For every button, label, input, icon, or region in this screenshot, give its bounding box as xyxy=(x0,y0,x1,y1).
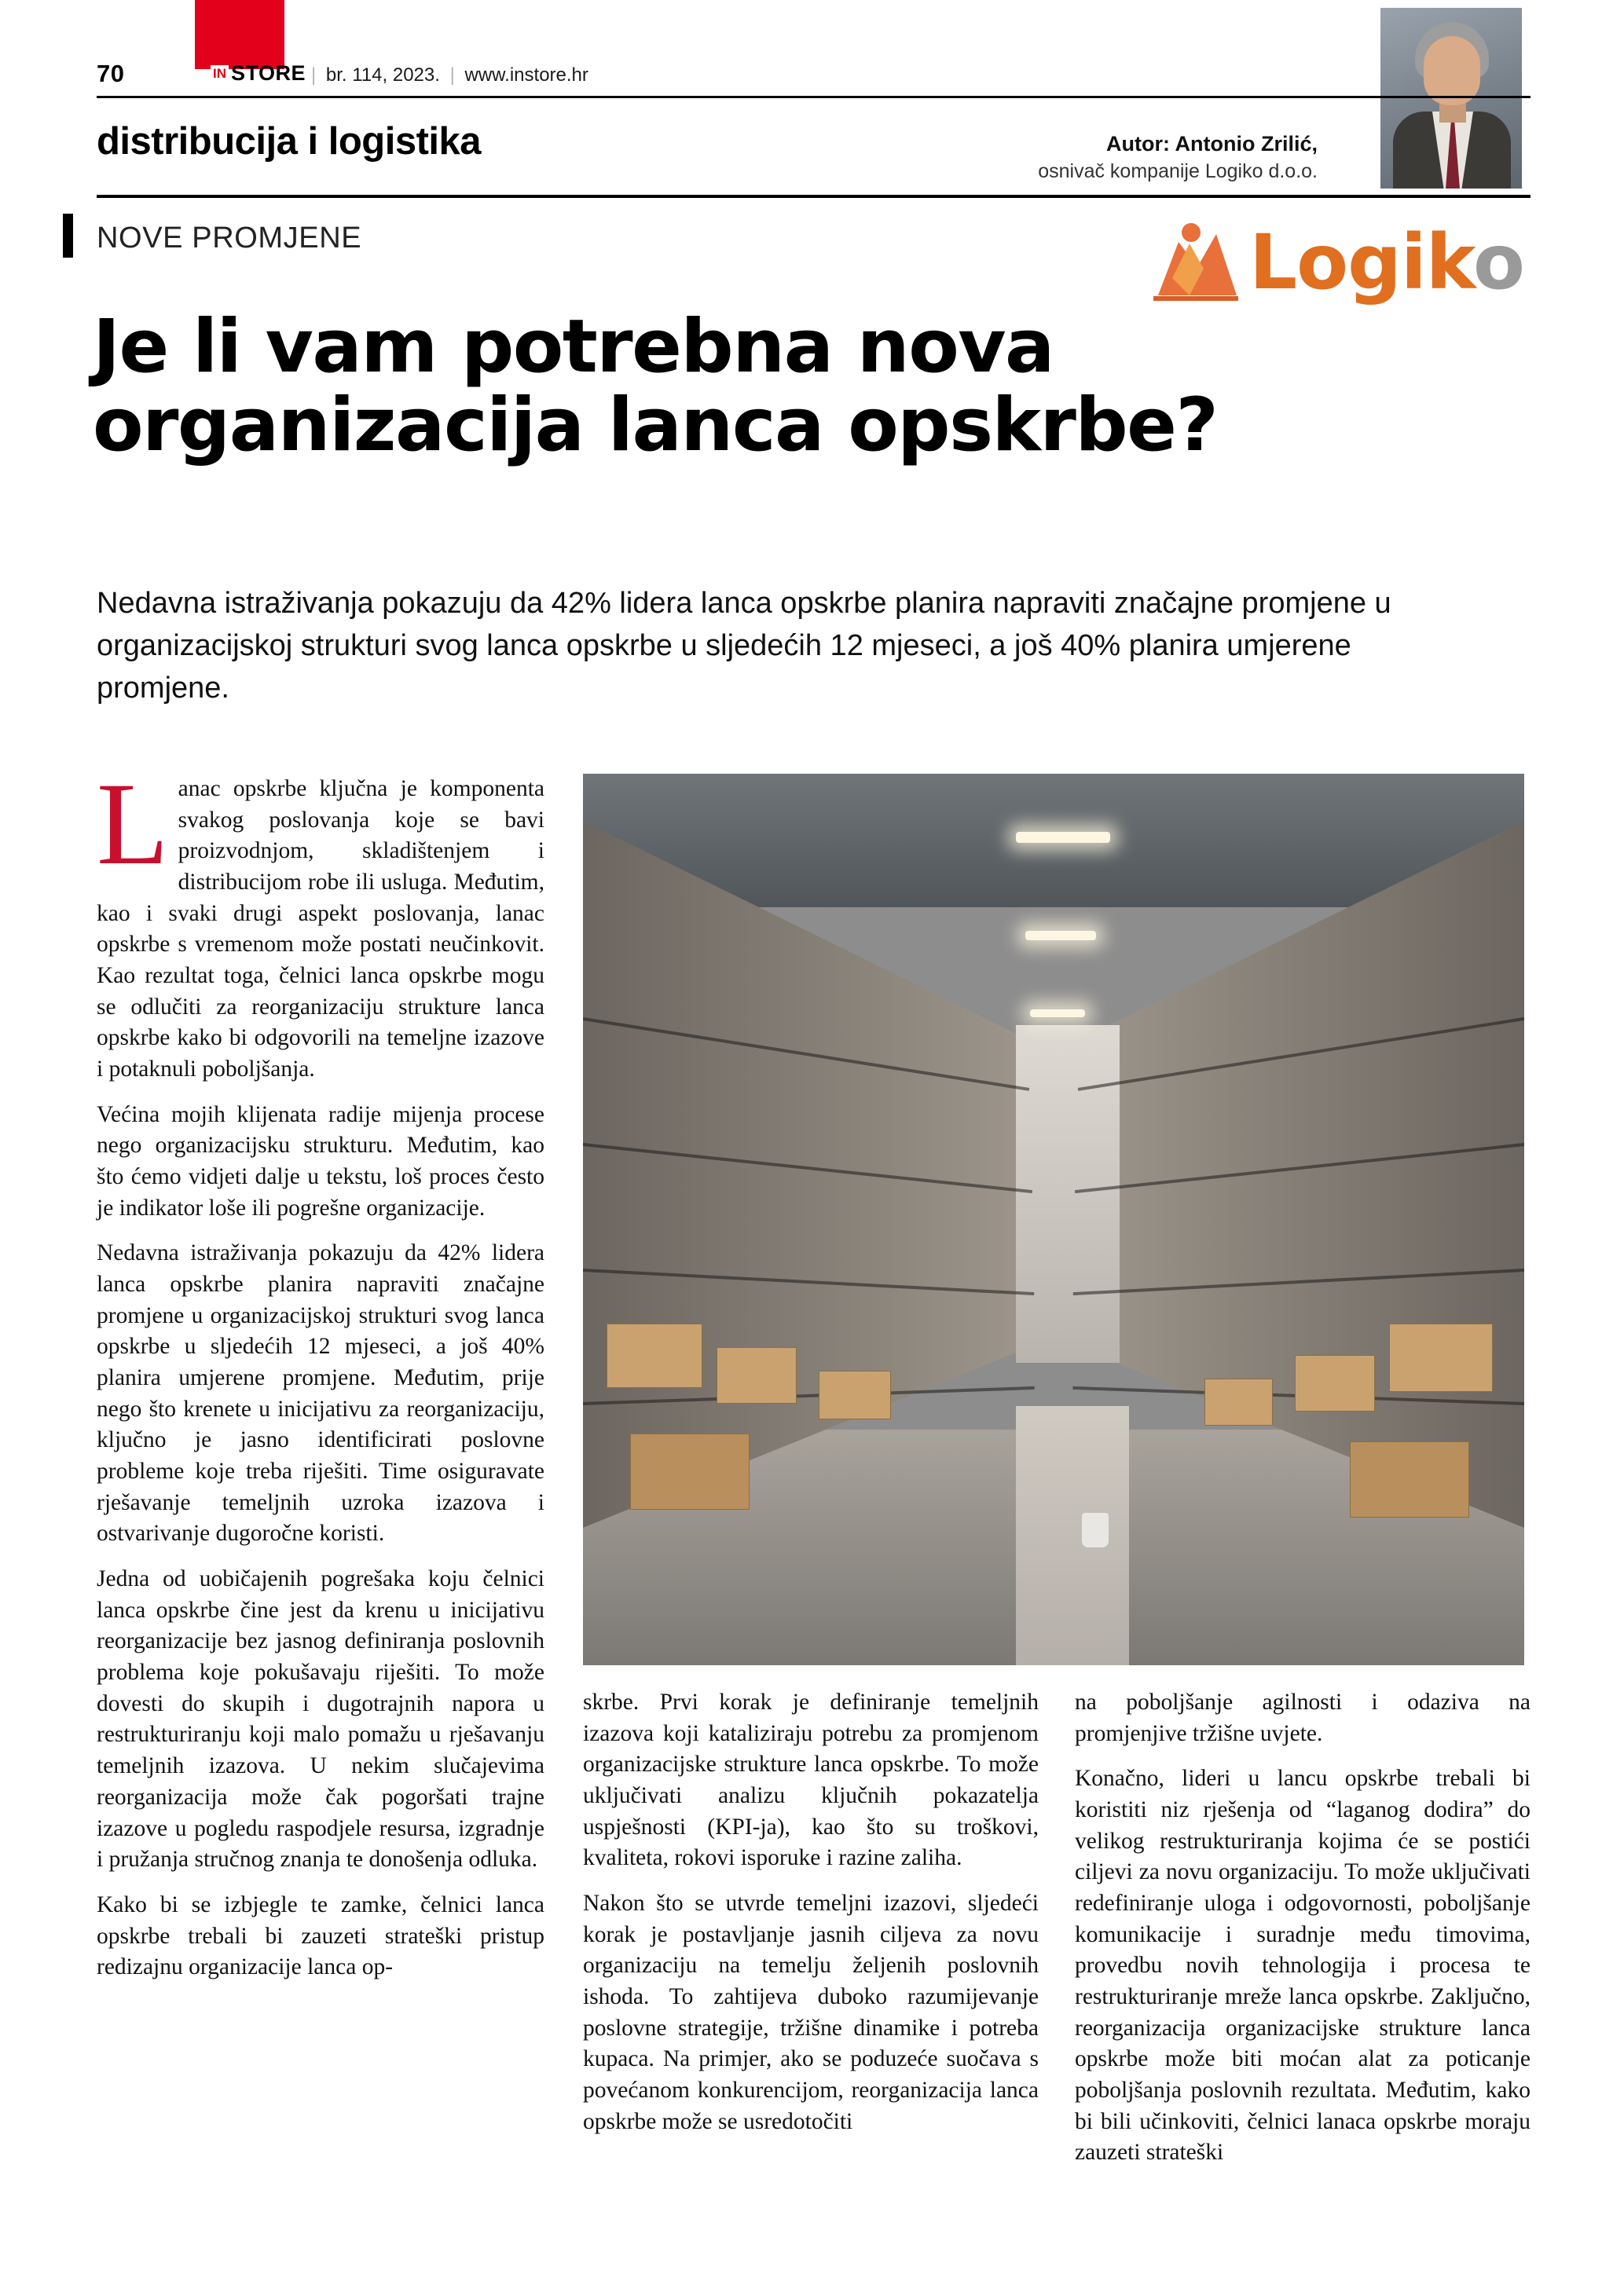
photo-pallet-box xyxy=(1389,1324,1493,1392)
issue-separator-1: | xyxy=(311,64,317,86)
red-accent-block xyxy=(195,0,284,69)
photo-pallet-box xyxy=(1295,1355,1375,1412)
article-lead: Nedavna istraživanja pokazuju da 42% lidera lanca opskrbe planira napraviti značajne promjene u organizacijskoj strukturi svog lanca opskrbe u sljedećih 12 mjeseci, a još 40% planira umjerene promjene. xyxy=(97,587,1391,705)
issue-separator-2: | xyxy=(449,64,455,86)
logiko-wordmark xyxy=(1249,218,1524,306)
photo-pallet-box xyxy=(1350,1441,1469,1518)
author-portrait xyxy=(1380,8,1522,189)
body-column-1 xyxy=(97,759,544,1983)
section-title: distribucija i logistika xyxy=(97,120,482,163)
photo-pallet-box xyxy=(717,1347,797,1404)
instore-logo-store: STORE xyxy=(231,60,306,85)
author-role: osnivač kompanije Logiko d.o.o. xyxy=(1038,159,1318,182)
author-credit xyxy=(1038,130,1318,185)
photo-ceiling-light xyxy=(1016,832,1110,843)
article-kicker: NOVE PROMJENE xyxy=(97,222,362,255)
paragraph xyxy=(97,759,544,1086)
article-headline xyxy=(93,304,1428,468)
warehouse-photo xyxy=(583,774,1524,1665)
photo-pallet-box xyxy=(630,1434,750,1510)
header-divider-bottom xyxy=(97,195,1531,198)
headline-line-1: Je li vam potrebna nova xyxy=(93,304,1054,390)
photo-pallet-box xyxy=(1204,1379,1273,1426)
paragraph: Jedna od uobičajenih pogrešaka koju čelnici lanca opskrbe čine jest da krenu u inicijativu reorganizacije bez jasnog definiranja poslovnih problema koje pokušavaju riješiti. To može dovesti do skupih i dugotrajnih napora u restrukturiranju koji malo pomažu u rješavanju temeljnih izazova. U nekim slučajevima reorganizacija može čak pogoršati trajne izazove u pogledu raspodjele resursa, izgradnje i pružanja stručnog znanja te donošenja odluka. xyxy=(97,1566,544,1873)
photo-rack-left xyxy=(583,821,1072,1528)
website-url[interactable]: www.instore.hr xyxy=(464,64,588,86)
photo-aisle xyxy=(1016,1406,1129,1665)
author-name: Autor: Antonio Zrilić, xyxy=(1106,132,1318,156)
logiko-word-part2: k xyxy=(1425,218,1474,306)
logiko-word-part1: Logi xyxy=(1249,218,1426,306)
logiko-logo xyxy=(1149,203,1542,320)
body-column-3 xyxy=(1075,1687,1531,2169)
paragraph: Nedavna istraživanja pokazuju da 42% lidera lanca opskrbe planira napraviti značajne promjene u organizacijskoj strukturi svog lanca opskrbe u sljedećih 12 mjeseci, a još 40% planira umjerene promjene. Međutim, prije nego što krenete u inicijativu za reorganizaciju, ključno je jasno identificirati poslovne probleme koje treba riješiti. Time osiguravate rješavanje temeljnih uzroka izazova i ostvarivanje dugoročne koristi. xyxy=(97,1240,544,1547)
photo-bucket xyxy=(1082,1513,1109,1547)
body-column-2 xyxy=(583,1687,1039,2137)
page-number: 70 xyxy=(97,60,125,87)
portrait-face xyxy=(1424,36,1480,105)
instore-logo-in: IN xyxy=(211,65,229,82)
logiko-word-part3: o xyxy=(1473,218,1524,306)
paragraph: na poboljšanje agilnosti i odaziva na promjenjive tržišne uvjete. xyxy=(1075,1690,1531,1746)
paragraph-text: anac opskrbe ključna je komponenta svakog poslovanja koje se bavi proizvodnjom, skladištenjem i distribucijom robe ili usluga. Međutim, kao i svaki drugi aspekt poslovanja, lanac opskrbe s vremenom može postati neučinkovit. Kao rezultat toga, čelnici lanca opskrbe mogu se odlučiti za reorganizaciju strukture lanca opskrbe kako bi odgovorili na temeljne izazove i potaknuli poboljšanja. xyxy=(97,776,544,1082)
logiko-mark-icon xyxy=(1149,220,1243,306)
photo-ceiling-light xyxy=(1025,931,1096,940)
headline-line-2: organizacija lanca opskrbe? xyxy=(93,382,1218,468)
photo-vanishing-point xyxy=(1016,1025,1120,1363)
paragraph: Nakon što se utvrde temeljni izazovi, sljedeći korak je postavljanje jasnih ciljeva za novu organizaciju na temelju željenih poslovnih ishoda. To zahtijeva duboko razumijevanje poslovne strategije, tržišne dinamike i potreba kupaca. Na primjer, ako se poduzeće suočava s povećanom konkurencijom, reorganizacija lanca opskrbe može se usredotočiti xyxy=(583,1891,1039,2134)
paragraph: skrbe. Prvi korak je definiranje temeljnih izazova koji kataliziraju potrebu za promjenom organizacijske strukture lanca opskrbe. To može uključivati analizu ključnih pokazatelja uspješnosti (KPI-ja), kao što su troškovi, kvaliteta, rokovi isporuke i razine zaliha. xyxy=(583,1690,1039,1871)
header-divider-top xyxy=(97,96,1531,98)
instore-logo xyxy=(211,60,306,86)
paragraph: Većina mojih klijenata radije mijenja procese nego organizacijsku strukturu. Međutim, kao što ćemo vidjeti dalje u tekstu, loš proces često je indikator loše ili pogrešne organizacije. xyxy=(97,1101,544,1221)
issue-number: br. 114, 2023. xyxy=(325,64,440,86)
drop-cap: L xyxy=(97,759,169,889)
kicker-accent-bar xyxy=(63,214,73,258)
paragraph: Konačno, lideri u lancu opskrbe trebali bi koristiti niz rješenja od “laganog dodira” do velikog restrukturiranja kojima će se postići ciljevi za novu organizaciju. To može uključivati redefiniranje uloga i odgovornosti, poboljšanje komunikacije i suradnje među timovima, provedbu novih tehnologija i procesa te restrukturiranje mreže lanca opskrbe. Zaključno, reorganizacija organizacijske strukture lanca opskrbe može biti moćan alat za poticanje poboljšanja poslovnih rezultata. Međutim, kako bi bili učinkoviti, čelnici lanaca opskrbe moraju zauzeti strateški xyxy=(1075,1766,1531,2166)
photo-ceiling-light xyxy=(1030,1009,1085,1017)
photo-pallet-box xyxy=(819,1371,891,1419)
photo-pallet-box xyxy=(607,1324,702,1388)
issue-info xyxy=(306,64,588,86)
paragraph: Kako bi se izbjegle te zamke, čelnici lanca opskrbe trebali bi zauzeti strateški pristup redizajnu organizacije lanca op- xyxy=(97,1891,544,1980)
